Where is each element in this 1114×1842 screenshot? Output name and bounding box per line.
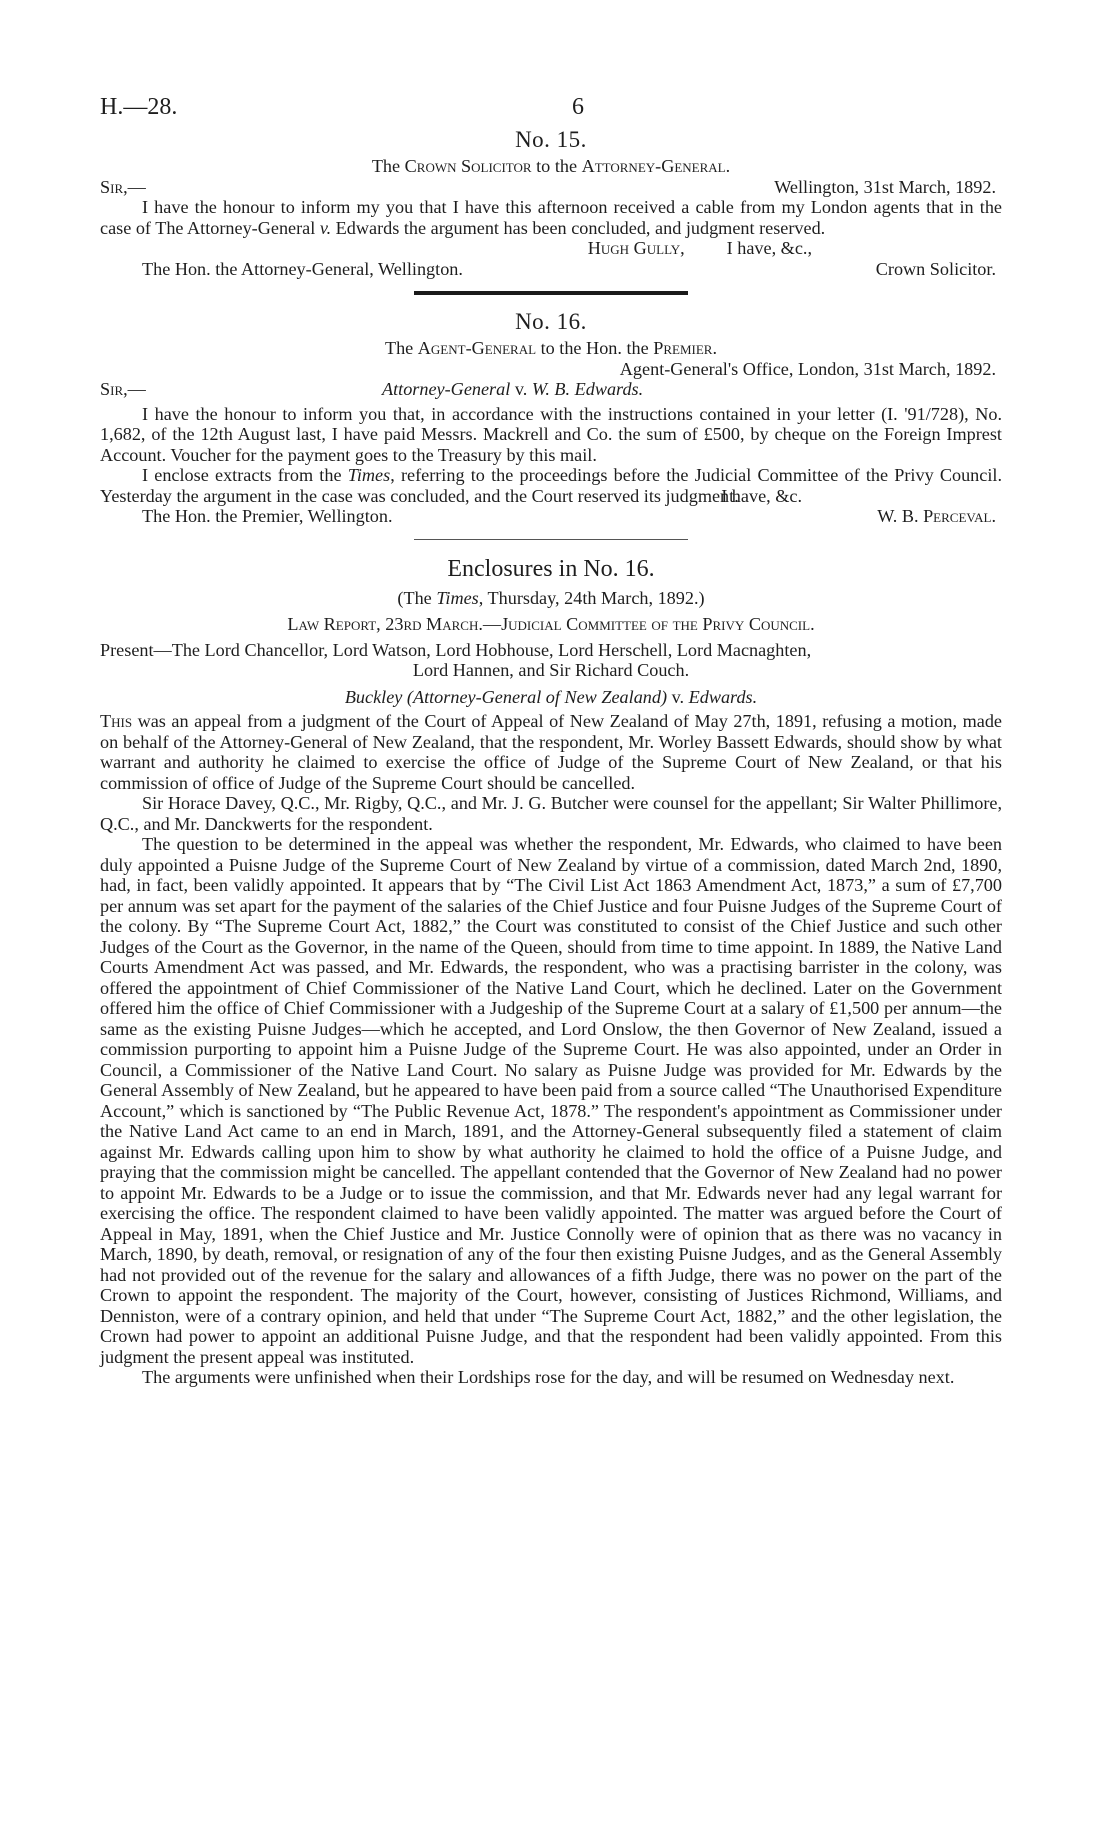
letter-number: No. 15.: [515, 127, 587, 152]
place-date: Wellington, 31st March, 1892.: [774, 176, 996, 197]
letter-no-15: [100, 126, 1002, 279]
heading-sender: Agent-General: [417, 338, 537, 358]
body-text: I have the honour to inform my you that I have this afternoon received a cable from my London agents that in the case of The Attorney-General: [100, 197, 1002, 238]
source-text: (The: [397, 587, 437, 608]
law-report-heading: Law Report, 23rd March.—Judicial Committee of the Privy Council.: [287, 614, 815, 634]
case-text: v.: [667, 686, 689, 707]
heading-text: The: [384, 338, 418, 358]
letter-heading: [100, 338, 1002, 359]
subject-line: [382, 379, 643, 400]
signature: Hugh Gully,: [587, 238, 685, 258]
letter-number: No. 16.: [515, 309, 587, 334]
case-text: Edwards.: [688, 686, 758, 707]
addressee: The Hon. the Premier, Wellington.: [142, 506, 393, 526]
page-header: [100, 92, 1002, 122]
closing: I have, &c.: [721, 485, 802, 506]
salutation-row: [100, 177, 1002, 198]
letter-no-16: [100, 308, 1002, 527]
source-text: Times: [436, 587, 479, 608]
letter-paragraph: [100, 465, 1002, 506]
report-paragraph: The arguments were unfinished when their Lordships rose for the day, and will be resumed on Wednesday next.: [142, 1367, 955, 1387]
closing: I have, &c.,: [726, 238, 812, 258]
section-divider: [414, 539, 688, 540]
report-paragraph: The question to be determined in the appeal was whether the respondent, Mr. Edwards, who claimed to have been duly appointed a Puisne Judge of the Supreme Court of New Zealand by virtue of a commission, dated March 2nd, 1890, had, in fact, been validly appointed. It appears that by “The Civil List Act 1863 Amendment Act, 1873,” a sum of £7,700 per annum was set apart for the payment of the salaries of the Chief Justice and four Puisne Judges of the Supreme Court of the colony. By “The Supreme Court Act, 1882,” the Court was constituted to consist of the Chief Justice and such other Judges of the Court as the Governor, in the name of the Queen, should from time to time appoint. In 1889, the Native Land Courts Amendment Act was passed, and Mr. Edwards, the respondent, who was a practising barrister in the colony, was offered the appointment of Chief Commissioner of the Native Land Court, which he declined. Later on the Government offered him the office of Chief Commissioner with a Judgeship of the Supreme Court at a salary of £1,500 per annum—the same as the existing Puisne Judges—which he accepted, and Lord Onslow, the then Governor of New Zealand, issued a commission purporting to appoint him a Puisne Judge of the Supreme Court. He was also appointed, under an Order in Council, a Commissioner of the Native Land Court. No salary as Puisne Judge was provided for Mr. Edwards by the General Assembly of New Zealand, but he appeared to have been paid from a source called “The Unauthorised Expenditure Account,” which is sanctioned by “The Public Revenue Act, 1878.” The respondent's appointment as Commissioner under the Native Land Act came to an end in March, 1891, and the Attorney-General subsequently filed a statement of claim against Mr. Edwards calling upon him to show by what authority he claimed to hold the office of a Puisne Judge, and praying that the commission might be cancelled. The appellant contended that the Governor of New Zealand had no power to appoint Mr. Edwards to be a Judge or to issue the commission, and that Mr. Edwards never had any legal warrant for exercising the office. The respondent claimed to have been validly appointed. The matter was argued before the Court of Appeal in May, 1891, when the Chief Justice and Mr. Justice Connolly were of opinion that as there was no vacancy in March, 1890, by death, removal, or resignation of any of the four then existing Puisne Judges, and as the General Assembly had not provided out of the revenue for the salary and allowances of a fifth Judge, there was no power on the part of the Crown to appoint the respondent. The majority of the Court, however, consisting of Justices Richmond, Williams, and Denniston, were of a contrary opinion, and held that under “The Supreme Court Act, 1882,” and the other legislation, the Crown had power to appoint an additional Puisne Judge, and that the respondent had been validly appointed. From this judgment the present appeal was instituted.: [100, 834, 1002, 1367]
paper-code: H.—28.: [100, 94, 178, 120]
signatory-title: Crown Solicitor.: [875, 258, 996, 279]
heading-text: .: [725, 156, 731, 176]
body-text: I enclose extracts from the: [142, 465, 348, 485]
case-text: Buckley (Attorney-General of New Zealand): [344, 686, 668, 707]
enclosures-section: [100, 554, 1002, 1388]
document-page: [100, 92, 1002, 1388]
body-text: Edwards the argument has been concluded, and judgment reserved.: [331, 217, 826, 238]
letter-paragraph: I have the honour to inform you that, in accordance with the instructions contained in your letter (I. '91/728), No. 1,682, of the 12th August last, I have paid Messrs. Mackrell and Co. the sum of £500, by cheque on the Foreign Imprest Account. Voucher for the payment goes to the Treasury by this mail.: [100, 403, 1002, 465]
salutation: Sir,—: [100, 176, 146, 197]
present-line-continued: Lord Hannen, and Sir Richard Couch.: [412, 660, 690, 680]
subject-text: W. B. Edwards.: [531, 379, 644, 399]
report-paragraph: [100, 711, 1002, 793]
salutation-row: [100, 379, 1002, 400]
subject-text: v.: [510, 379, 532, 399]
page-number: 6: [572, 94, 584, 120]
enclosures-title: Enclosures in No. 16.: [447, 555, 655, 582]
addressee-row: [100, 259, 1002, 280]
addressee: The Hon. the Attorney-General, Wellington.: [142, 258, 463, 279]
place-date: Agent-General's Office, London, 31st March, 1892.: [619, 358, 996, 379]
heading-text: to the: [531, 156, 582, 176]
signature: W. B. Perceval.: [877, 506, 996, 526]
body-text: v.: [319, 217, 332, 238]
report-text: This: [100, 711, 133, 731]
section-divider: [414, 291, 688, 295]
letter-heading: [100, 156, 1002, 177]
heading-sender: Crown Solicitor: [404, 156, 532, 176]
heading-text: .: [712, 338, 718, 358]
heading-text: The: [371, 156, 405, 176]
heading-recipient: Attorney-General: [581, 156, 726, 176]
heading-recipient: Premier: [653, 338, 713, 358]
case-title: [100, 687, 1002, 708]
body-text: , referring to the proceedings before the Judicial Committee of the Privy Council. Yesterday the argument in the case was concluded, and the Court reserved its judgment.: [100, 465, 1002, 506]
source-line: [100, 588, 1002, 609]
addressee-row: [100, 506, 1002, 527]
subject-text: Attorney-General: [382, 379, 511, 399]
report-paragraph: Sir Horace Davey, Q.C., Mr. Rigby, Q.C., and Mr. J. G. Butcher were counsel for the appellant; Sir Walter Phillimore, Q.C., and Mr. Danckwerts for the respondent.: [100, 793, 1002, 834]
present-line: Present—The Lord Chancellor, Lord Watson, Lord Hobhouse, Lord Herschell, Lord Macnaghten,: [100, 639, 812, 660]
salutation: Sir,—: [100, 379, 146, 399]
body-text: Times: [347, 465, 391, 485]
report-text: was an appeal from a judgment of the Court of Appeal of New Zealand of May 27th, 1891, refusing a motion, made on behalf of the Attorney-General of New Zealand, that the respondent, Mr. Worley Bassett Edwards, should show by what warrant and authority he claimed to exercise the office of Judge of the Supreme Court of New Zealand, or that his commission of office of Judge of the Supreme Court should be cancelled.: [100, 711, 1002, 793]
heading-text: to the Hon. the: [536, 338, 654, 358]
source-text: , Thursday, 24th March, 1892.): [478, 587, 705, 608]
